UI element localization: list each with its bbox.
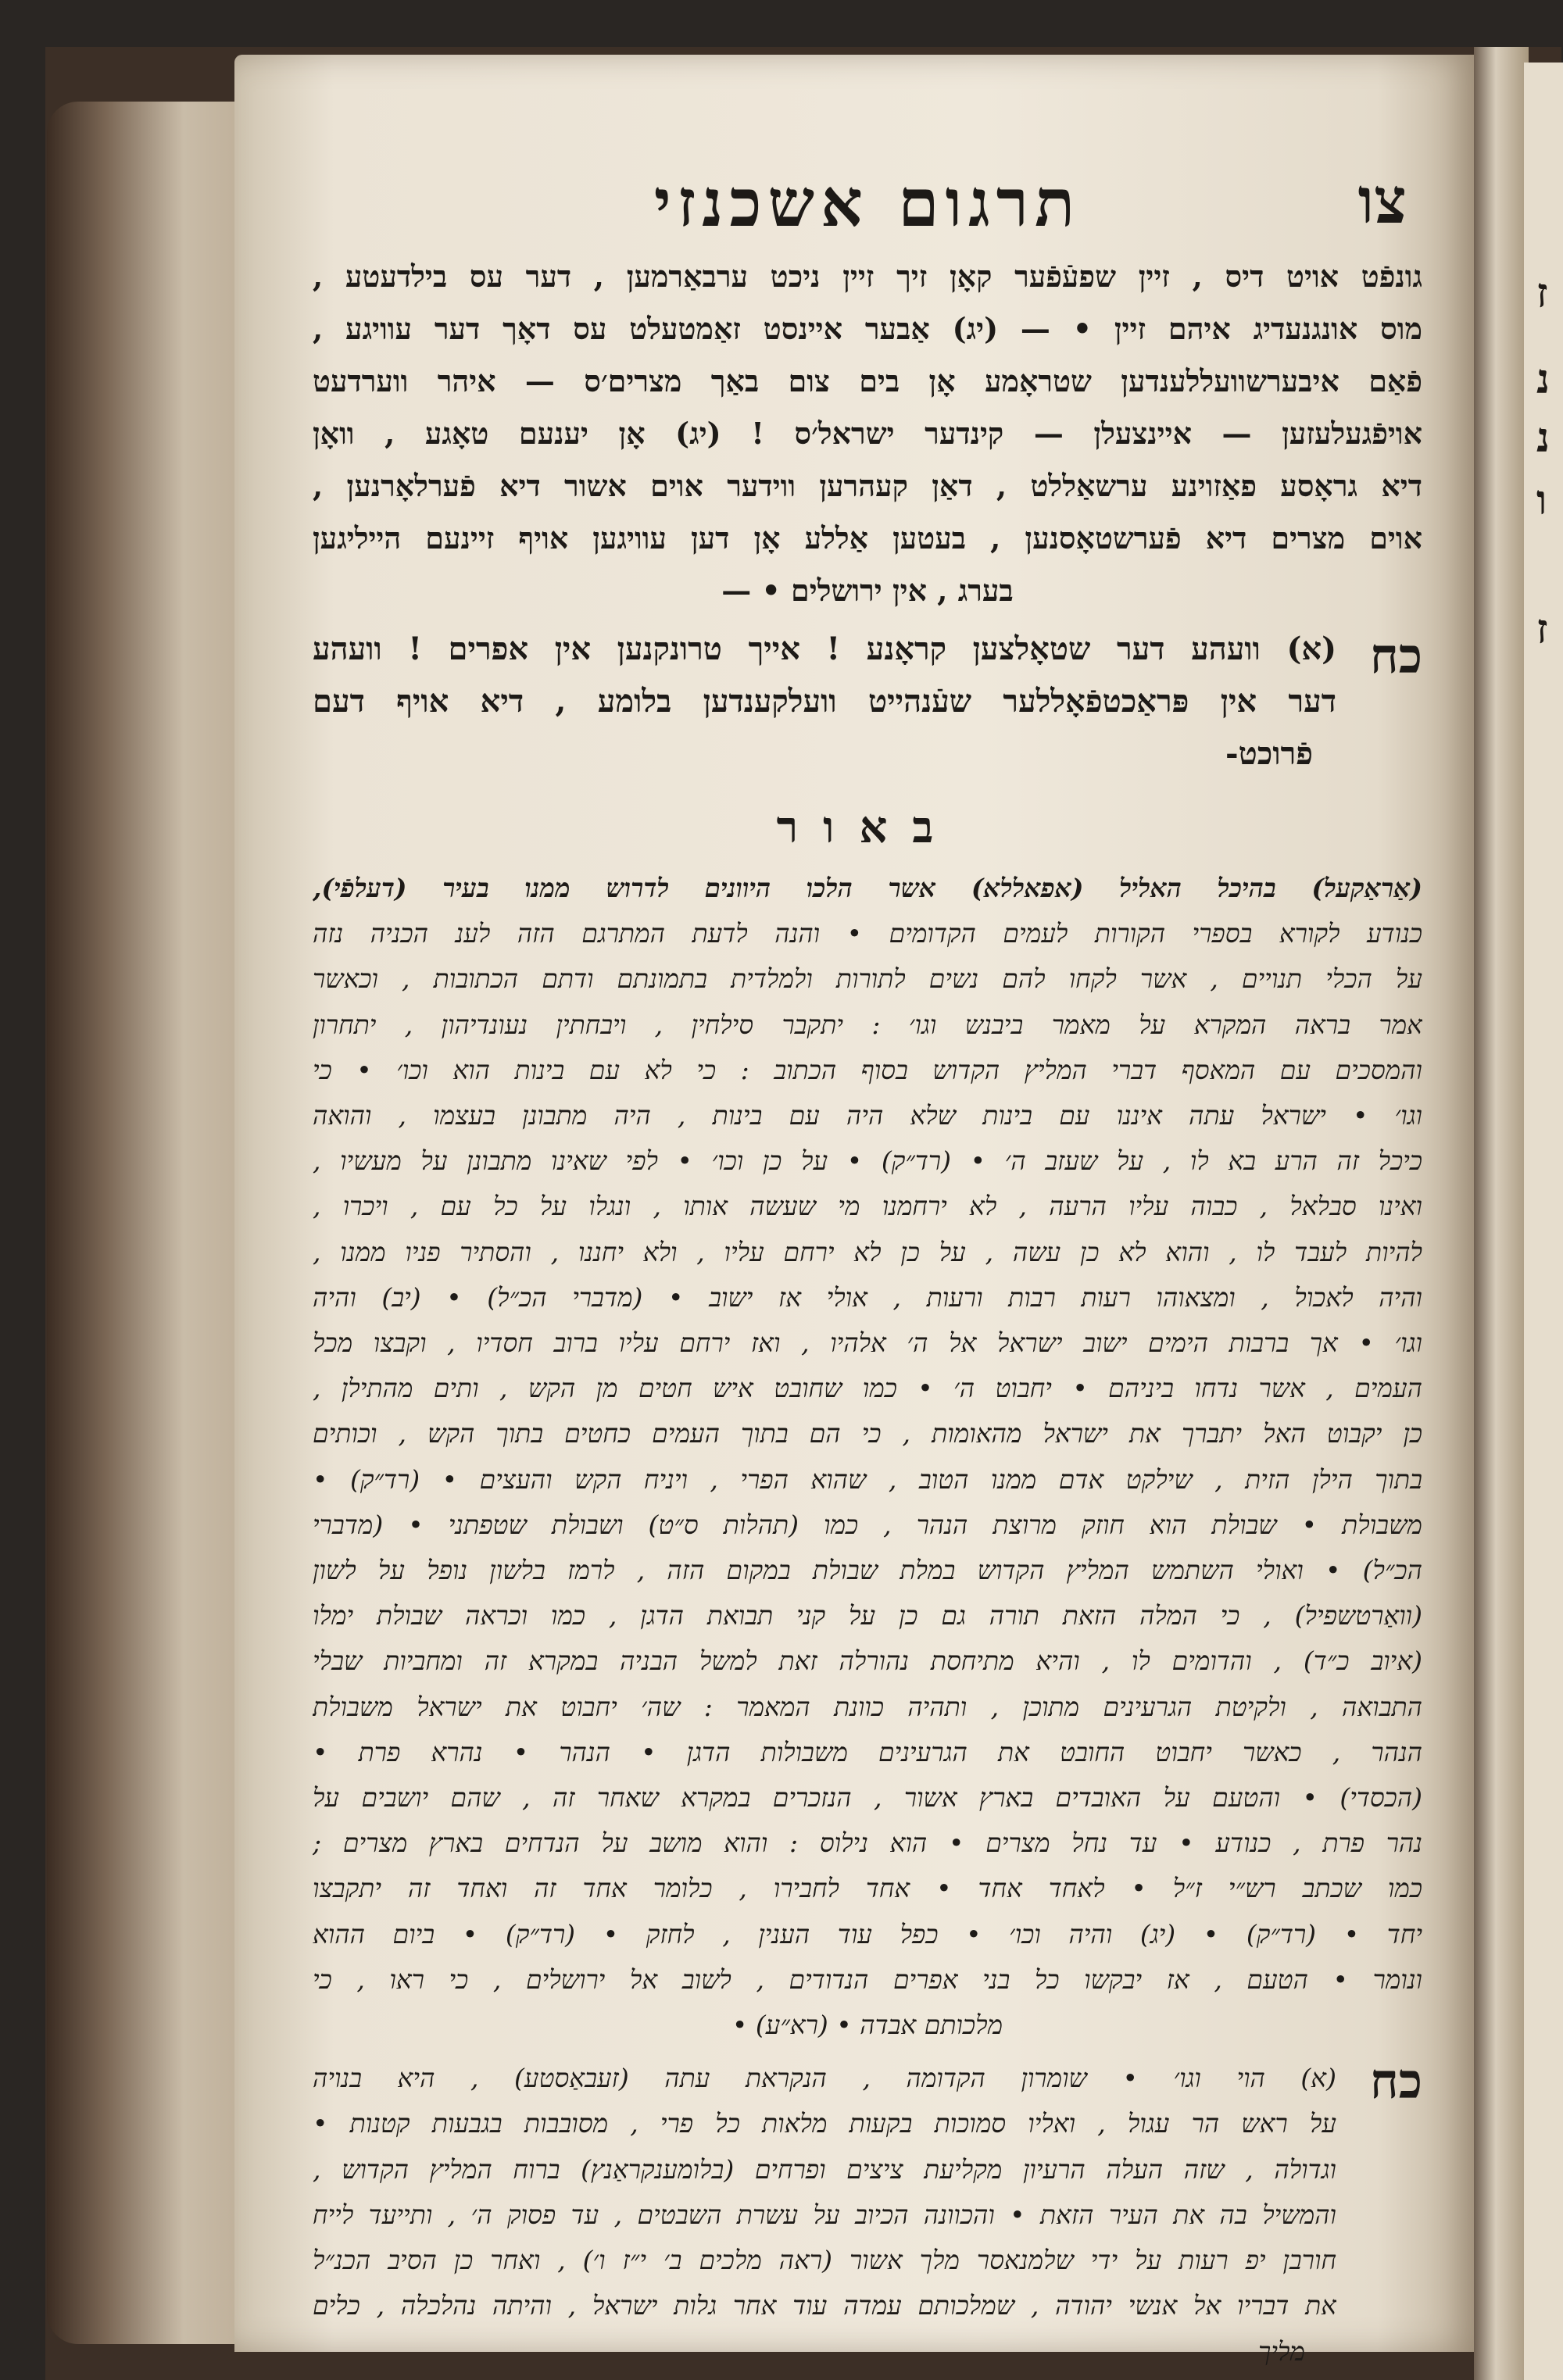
commentary-line: אמר בראה המקרא על מאמר ביבנש וגו׳ : יתקבר סילחין , ויבחתין נעונדיהון , יתחרון (313, 1009, 1422, 1040)
commentary-line: וגדולה , שזה העלה הרעיון מקליעת ציצים ופרחים (בלומענקראַנץ) ברוח המליץ הקדוש , (313, 2153, 1336, 2185)
commentary-line: להיות לעבד לו , והוא לא כן עשה , על כן לא ירחם עליו , ולא יחננו , והסתיר פניו ממנו , (313, 1236, 1422, 1267)
verse-line: (א) וועהע דער שטאָלצען קראָנע ! אייך טרונקנען אין אפרים ! וועהע (313, 631, 1336, 667)
commentary-line: כמו שכתב רש״י ז״ל • לאחד אחד • אחד לחבירו , כלומר אחד זה ואחד זה יתקבצו (313, 1873, 1422, 1904)
page-header (313, 156, 1422, 250)
commentary-line: (איוב כ״ד) , והדומים לו , והיא מתיחסת נהורלה זאת למשל הבניה במקרא זה ומחביות שבלי (313, 1646, 1422, 1677)
chapter-label: כח (1370, 627, 1422, 684)
commentary-line: על ראש הר עגול , ואליו סמוכות בקעות מלאות כל פרי , מסובבות בגבעות קטנות • (313, 2108, 1336, 2139)
book-gutter (1474, 47, 1529, 2380)
verse-line: דער אין פּראַכטפֿאָללער שעֿנהייט וועלקענדען בלומע , דיא אויף דעם (313, 683, 1336, 720)
translation-line: בערג , אין ירושלים • — (721, 573, 1014, 608)
commentary-line: נהר פרת , כנודע • עד נחל מצרים • הוא נילוס : והוא מושב על הנדחים בארץ מצרים ; (313, 1828, 1422, 1859)
page-edges (47, 102, 242, 2344)
facing-page-glyph: נ (1536, 414, 1550, 462)
facing-page-glyph: ז (1536, 270, 1548, 317)
section-heading: באור (776, 802, 959, 853)
commentary-line: ואינו סבלאל , כבוה עליו הרעה , לא ירחמנו מי שעשה אותו , ונגלו על כל עם , ויכרו , (313, 1191, 1422, 1222)
catchword: מליך (1258, 2335, 1305, 2367)
commentary-line: משבולת • שבולת הוא חוזק מרוצת הנהר , כמו (תהלות ס״ט) ושבולת שטפתני • (מדברי (313, 1509, 1422, 1540)
commentary-line: והמסכים עם המאסף דברי המליץ הקדוש בסוף הכתוב : כי לא עם בינות הוא וכו׳ • כי (313, 1054, 1422, 1085)
commentary-chapter-label: כח (1370, 2053, 1422, 2110)
commentary-line: והמשיל בה את העיר הזאת • והכוונה הכיוב על עשרת השבטים , עד פסוק ה׳ , ותייעד לייח (313, 2199, 1336, 2230)
commentary-line: (אַראַקעל) בהיכל האליל (אפאללא) אשר הלכו היוונים לדרוש ממנו בעיר (דעלפֿי), (313, 873, 1422, 903)
commentary-line: וגו׳ • אך ברבות הימים ישוב ישראל אל ה׳ אלהיו , ואז ירחם עליו ברוב חסדיו , וקבצו מכל (313, 1328, 1422, 1359)
page-number: צו (1357, 164, 1407, 238)
page-content (313, 156, 1422, 2375)
commentary-line: התבואה , ולקיטת הגרעינים מתוכן , ותהיה כוונת המאמר : שה׳ יחבוט את ישראל משבולת (313, 1691, 1422, 1722)
translation-line: אויפֿגעלעזען — איינצעלן — קינדער ישראל׳ס ! (יג) אָן יענעם טאָגע , וואָן (313, 416, 1422, 451)
translation-line: גונפֿט אויט דיס , זיין שפעֿפֿער קאָן זיך זיין ניכט ערבאַרמען , דער עס בילדעטע , (313, 259, 1422, 294)
translation-line: דיא גראָסע פאַזוינע ערשאַללט , דאַן קעהרען ווידער אוים אשור דיא פֿערלאָרנען , (313, 468, 1422, 503)
commentary-line: כיכל זה הרע בא לו , על שעזב ה׳ • (רד״ק) • על כן וכו׳ • לפי שאינו מתבונן על מעשיו , (313, 1145, 1422, 1177)
commentary-line: העמים , אשר נדחו ביניהם • יחבוט ה׳ • כמו שחובט איש חטים מן הקש , ותים מהתילן , (313, 1373, 1422, 1404)
commentary-line: בתוך הילן הזית , שילקט אדם ממנו הטוב , שהוא הפרי , ויניח הקש והעצים • (רד״ק) • (313, 1463, 1422, 1495)
facing-page-glyph: נ (1536, 356, 1550, 403)
commentary-line: חורבן יפ רעות על ידי שלמנאסר מלך אשור (ראה מלכים ב׳ י״ז ו׳) , ואחר כן הסיב הכנ״ל (313, 2245, 1336, 2276)
commentary-line: (הכסדי) • והטעם על האובדים בארץ אשור , הנזכרים במקרא שאחר זה , שהם יושבים על (313, 1782, 1422, 1814)
translation-line: פֿאַם איבערשוועללענדען שטראָמע אָן בים צום באַך מצרים׳ס — איהר ווערדעט (313, 363, 1422, 398)
commentary-line: מלכותם אבדה • (רא״ע) • (731, 2010, 1003, 2041)
commentary-block (313, 866, 1422, 2048)
commentary-line: הנהר , כאשר יחבוט החובט את הגרעינים משבולות הדגן • הנהר • נהרא פרת • (313, 1736, 1422, 1767)
commentary-line: כנודע לקורא בספרי הקורות לעמים הקדומים • והנה לדעת המתרגם הזה לענ הכניה נזה (313, 918, 1422, 949)
commentary-line: (וואַרטשפיל) , כי המלה הזאת תורה גם כן על קני תבואת הדגן , כמו וכראה שבולת ימלו (313, 1600, 1422, 1631)
translation-block (313, 250, 1422, 616)
commentary-line: הכ״ל) • ואולי השתמש המליץ הקדוש במלת שבולת במקום הזה , לרמז בלשון נופל על לשון (313, 1555, 1422, 1586)
commentary-line: וגו׳ • ישראל עתה איננו עם בינות שלא היה עם בינות , היה מתבונן בעצמו , והואה (313, 1100, 1422, 1131)
chapter-verse-block (313, 623, 1422, 780)
facing-page-strip (1524, 63, 1563, 2380)
translation-line: מוס אונגנעדיג איהם זיין • — (יג) אַבער איינסט זאַמטעלט עס דאָך דער עוויגע , (313, 311, 1422, 346)
facing-page-glyph: ז (1536, 606, 1548, 653)
running-title: תרגום אשכנזי (653, 164, 1082, 241)
commentary-line: יחד • (רד״ק) • (יג) והיה וכו׳ • כפל עוד הענין , לחזק • (רד״ק) • ביום ההוא (313, 1918, 1422, 1949)
translation-line: אוים מצרים דיא פֿערשטאָסנען , בעטען אַללע אָן דען עוויגען אויף זיינעם הייליגען (313, 520, 1422, 556)
commentary-line: והיה לאכול , ומצאוהו רעות רבות ורעות , אולי אז ישוב • (מדברי הכ״ל) • (יב) והיה (313, 1281, 1422, 1313)
facing-page-glyph: ו (1536, 477, 1547, 524)
commentary-line: ונומר • הטעם , אז יבקשו כל בני אפרים הנדודים , לשוב אל ירושלים , כי ראו , כי (313, 1964, 1422, 1995)
commentary-line: על הכלי תנויים , אשר לקחו להם נשים לתורות ולמלדית בתמונתם ודתם הכתובות , וכאשר (313, 963, 1422, 995)
commentary-line: את דבריו אל אנשי יהודה , שמלכותם עמדה עוד אחר גלות ישראל , והיתה נהלכלה , כלים (313, 2290, 1336, 2321)
commentary-line: (א) הוי וגו׳ • שומרון הקדומה , הנקראת עתה (זעבאַסטע) , היא בנויה (313, 2063, 1336, 2094)
commentary-chapter-block (313, 2053, 1422, 2374)
commentary-line: כן יקבוט האל יתברך את ישראל מהאומות , כי הם בתוך העמים כחטים בתוך הקש , וכותים (313, 1418, 1422, 1449)
verse-line: פֿרוכט- (1225, 735, 1313, 772)
